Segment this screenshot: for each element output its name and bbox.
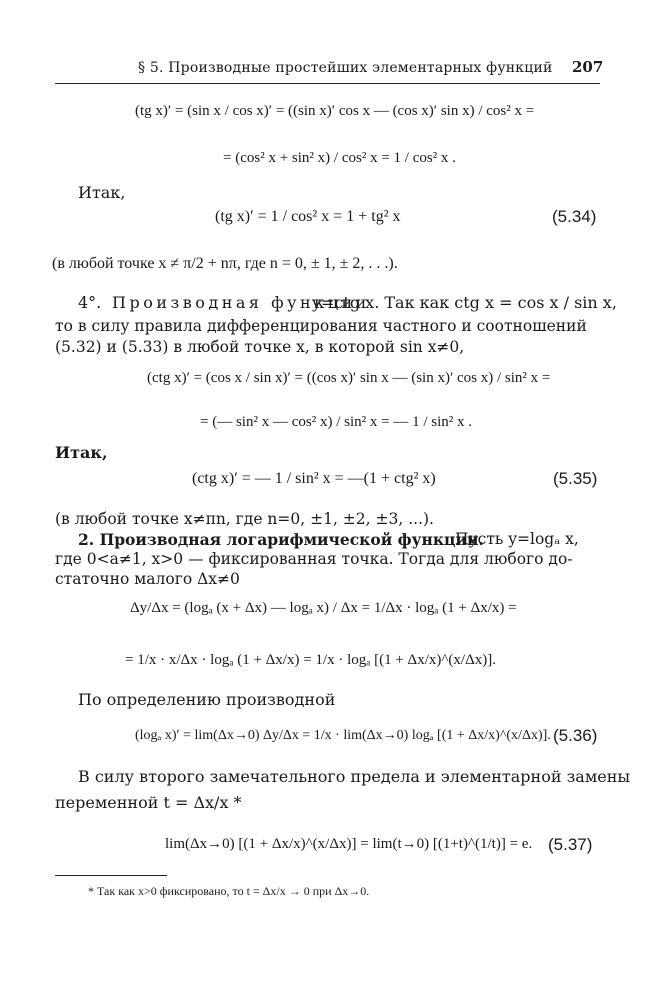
- equation-number: (5.37): [548, 835, 593, 854]
- equation-number: (5.34): [552, 207, 597, 226]
- equation-line: Δy/Δx = (logₐ (x + Δx) — logₐ x) / Δx = 1/Δx · logₐ (1 + Δx/x) =: [130, 600, 517, 616]
- item-number: 4°.: [78, 293, 102, 312]
- text-line: (в любой точке x≠πn, где n=0, ±1, ±2, ±3, ...).: [55, 510, 434, 528]
- footnote-rule: [55, 875, 167, 876]
- text-line: (5.32) и (5.33) в любой точке x, в которой sin x≠0,: [55, 338, 465, 356]
- page-number: 207: [572, 58, 604, 76]
- equation-line: (в любой точке x ≠ π/2 + nπ, где n = 0, ± 1, ± 2, . . .).: [52, 255, 398, 272]
- text-line: По определению производной: [78, 690, 336, 709]
- equation-line: (tg x)′ = (sin x / cos x)′ = ((sin x)′ cos x — (cos x)′ sin x) / cos² x =: [135, 103, 535, 119]
- text-line: где 0<a≠1, x>0 — фиксированная точка. Тогда для любого до-: [55, 550, 573, 568]
- text-line: y=ctg x. Так как ctg x = cos x / sin x,: [312, 293, 617, 312]
- equation-line: (tg x)′ = 1 / cos² x = 1 + tg² x: [215, 208, 401, 225]
- section-heading: 2. Производная логарифмической функции.: [78, 530, 484, 549]
- header-rule: [55, 83, 600, 84]
- equation-line: = (cos² x + sin² x) / cos² x = 1 / cos² x .: [223, 150, 456, 166]
- equation-line: = 1/x · x/Δx · logₐ (1 + Δx/x) = 1/x · logₐ [(1 + Δx/x)^(x/Δx)].: [125, 652, 496, 668]
- footnote: * Так как x>0 фиксировано, то t = Δx/x → 0 при Δx→0.: [88, 884, 370, 898]
- running-header: § 5. Производные простейших элементарных функций: [138, 60, 553, 76]
- text-line: Итак,: [55, 443, 108, 462]
- text-line: переменной t = Δx/x *: [55, 793, 242, 812]
- equation-line: = (— sin² x — cos² x) / sin² x = — 1 / sin² x .: [200, 414, 472, 430]
- text-line: Пусть y=logₐ x,: [455, 530, 579, 548]
- equation-number: (5.35): [553, 469, 598, 488]
- text-line: Итак,: [78, 183, 126, 202]
- equation-line: (ctg x)′ = — 1 / sin² x = —(1 + ctg² x): [192, 470, 436, 487]
- section-heading: Производная функции: [112, 293, 370, 312]
- text-line: статочно малого Δx≠0: [55, 570, 240, 588]
- equation-number: (5.36): [553, 726, 598, 745]
- text-line: то в силу правила дифференцирования частного и соотношений: [55, 317, 587, 335]
- equation-line: (ctg x)′ = (cos x / sin x)′ = ((cos x)′ sin x — (sin x)′ cos x) / sin² x =: [147, 370, 551, 386]
- equation-line: lim(Δx→0) [(1 + Δx/x)^(x/Δx)] = lim(t→0) [(1+t)^(1/t)] = e.: [165, 836, 533, 852]
- text-line: В силу второго замечательного предела и элементарной замены: [78, 767, 631, 786]
- equation-line: (logₐ x)′ = lim(Δx→0) Δy/Δx = 1/x · lim(Δx→0) logₐ [(1 + Δx/x)^(x/Δx)].: [135, 728, 551, 743]
